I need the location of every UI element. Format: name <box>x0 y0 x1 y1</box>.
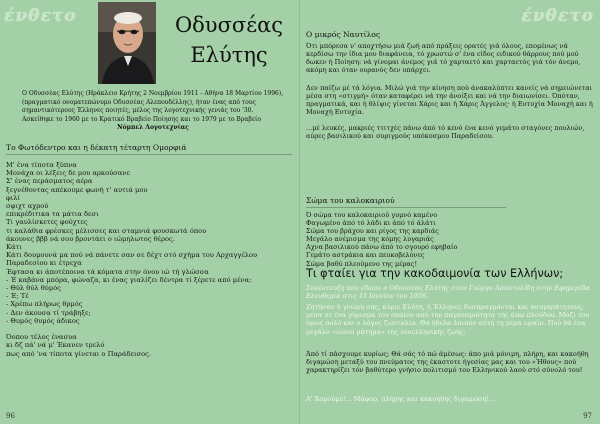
poem1-paragraph-3: ...μέ λευκές, μακριές ττιτχές πάνω άπό τό κενό ένα κενό γεμάτο σταγόνες πουλιών, αύρες βασιλικού και συριγμούς υπόκοσμου Παραδείσου. <box>306 124 585 141</box>
biography <box>22 90 284 133</box>
portrait-photo <box>98 2 156 84</box>
page-number-right: 97 <box>583 412 592 420</box>
interview-closing: Α' Χαρούμε!... Μάφορ, πλήρης και κακοήθης διγαμώση!... <box>306 395 496 403</box>
interview-question: Ζητήσαν ή γνώμη σας, κύριε Ελύτη, ή Έλληνες δυσπραγμόνται και ασυγκράτητους, μέσα σε ένα γύρισμα του οπαίον από την παγκοσμιότητα της άπω πλούδου. Μαζί του όμως πολύ και ο λόγος ζωνταλία. Θα ήθελα λοιπόν σύτη τη μέρα ωραίο. Πού θά ένα μεγάλο «ιώνιο μάτημα» της νεοελληνικής ζωής; <box>306 303 590 336</box>
portrait-image <box>98 2 156 84</box>
poem1-paragraph-2: Δεν παίζω μέ τά λόγια. Μιλώ γιά την κίνηση πού άνακαλύπτει κανείς νά σημειώνεται μέσα στη «στιγμή» όταν καταφέρει νά την άνοίξει και νά την διαιωνίσει. Όπόταν, πραγματικά, και ή θλίψις γίνεται Χάρις και ή Χάρις Άγγελος· ή Ευτυχία Μοναχή και ή Μοναχή Ευτυχία. <box>306 84 593 117</box>
poem-text: Μ' ένα τίποτα ξύπνα Μονάχα οι λέξεις δε μου αρκούσανε Σ' ένας περάσματος αέρα ξεγνέθοντας απέκουμε φωνή τ' αυτιά μου φιλί σφιχτ αχρού επικρέδιτικα τα μάτια δεσι Τι γαυλίσκετες φούχτες τι καλάθια φρέσκες μέλισσες και σταμνιά φουσκωτά όπου άκουνες βββ νά σου βροντάει ο ιώμηλωτος θέρος. Κάτι Κάτι δουμουνά μα πού νά πάνετε σαν σε δέχτ στό σχήμα του Αρχαγγέλου Παραδεσίου κι έτρεχα Έφτασα κι άποτέποινα τά κόματα στην όνου ιώ τή γλώσσα - Έ καβάνα μπόρα, φώναζα, κι ένας γιαλίζει δέντρα τί ξέρετε από μένα; - Θύλ θύλ θύμός - Έ; Τέ - Χρέπω πλήρως θρμός - Δεν άκουσα τί τράβηξε; - Θυμός θυμός άδικος Όοπου τέλος ένασυα κι δζ πά' νά μ' Έκανεν τρελό πως από 'να τίποτα γίνεται ο Παράδεισος. <box>6 161 258 358</box>
interview-lead: Συνέντευξη που έδωσε ο Οδυσσέας Ελύτης στον Γιώργο Αποστολίδη στην Εφημερίδα Ελευθερία στις 15 Ιουνίου του 1958. <box>306 284 590 301</box>
magazine-logo: ένθετο <box>4 6 77 26</box>
magazine-logo-right: ένθετο <box>521 6 594 26</box>
bio-text: Ο Οδυσσέας Ελύτης (Ηράκλειο Κρήτης 2 Νοεμβρίου 1911 - Αθήνα 18 Μαρτίου 1996), (πραγματικό ονοματεπώνυμο Οδυσσέας Αλεπουδέλλης), ήταν ένας από τους σημαντικότερους Έλληνες ποιητές, μέλος της λογοτεχνικής γενιάς του '30. Ασκείθηκε το 1960 με το Κρατικό Βραβείο Ποίησης και το 1979 με το Βραβείο <box>22 90 284 123</box>
poem1-paragraph-1: Ότι μπόρεσα ν' αποχτήσω μιά ζωή από πράξεις ορατές γιά όλους, επομένως νά κερδίσω την ίδια μου διαφάνεια, τό χρωστώ σ' ένα είδος ειδικού θάρρους πού μού δωκεν ή Ποίηση: νά γίνομαι άνεμος γιά τό χαρταετό και χαρταετός γιά τόν άνεμο, ακόμη και όταν ουρανός δεν υπάρχει. <box>306 42 581 75</box>
poem2-text: Ό σώμα του καλοκαιριού γυμνό καμένο Φαγωμένο άπό τό λάδι κι άπό τό άλάτι Σώμα του βράχου και ρίγος της καρδιάς Μεγάλο ανέμισμα της κόμης λυγαριάς Αχνα βασιλικού πάνω άπό το σγουρό εφηβαίο Γεμάτο αστράκια και πευκοβελόνες Σώμα βαθύ πλεούμενο της μέρας! <box>306 211 458 268</box>
poem2-title: Σώμα του καλοκαιριού <box>306 196 506 208</box>
page-number: 96 <box>6 412 15 420</box>
title-first-name: Οδυσσέας <box>174 13 284 37</box>
poem-title: Το Φωτόδεντρο και η δέκατη τέταρτη Ομορφιά <box>6 143 292 155</box>
article-title <box>164 10 294 70</box>
title-last-name: Ελύτης <box>190 43 268 67</box>
poem1-title: Ο μικρός Ναυτίλος <box>306 30 381 39</box>
interview-headline: Τι φταίει για την κακοδαιμονία των Ελλήνων; <box>306 267 564 280</box>
interview-answer: Άπό τί πάσχουμε κυρίως; Θά σάς τό πώ άμέσως: άπο μιά μόνιμη, πλήρη, και κακοήθη διγαμώση μεταξύ του πνεύματος της έκαστοτε ήγεσίας μας και του «Ήθους» πού χαρακτηρίζει τόν βαθύτερο γνήσιο πολιτισμό του Ελληνικού λαού στό σύνολό του! <box>306 350 589 375</box>
bio-award: Νόμπελ Λογοτεχνίας <box>117 124 189 132</box>
